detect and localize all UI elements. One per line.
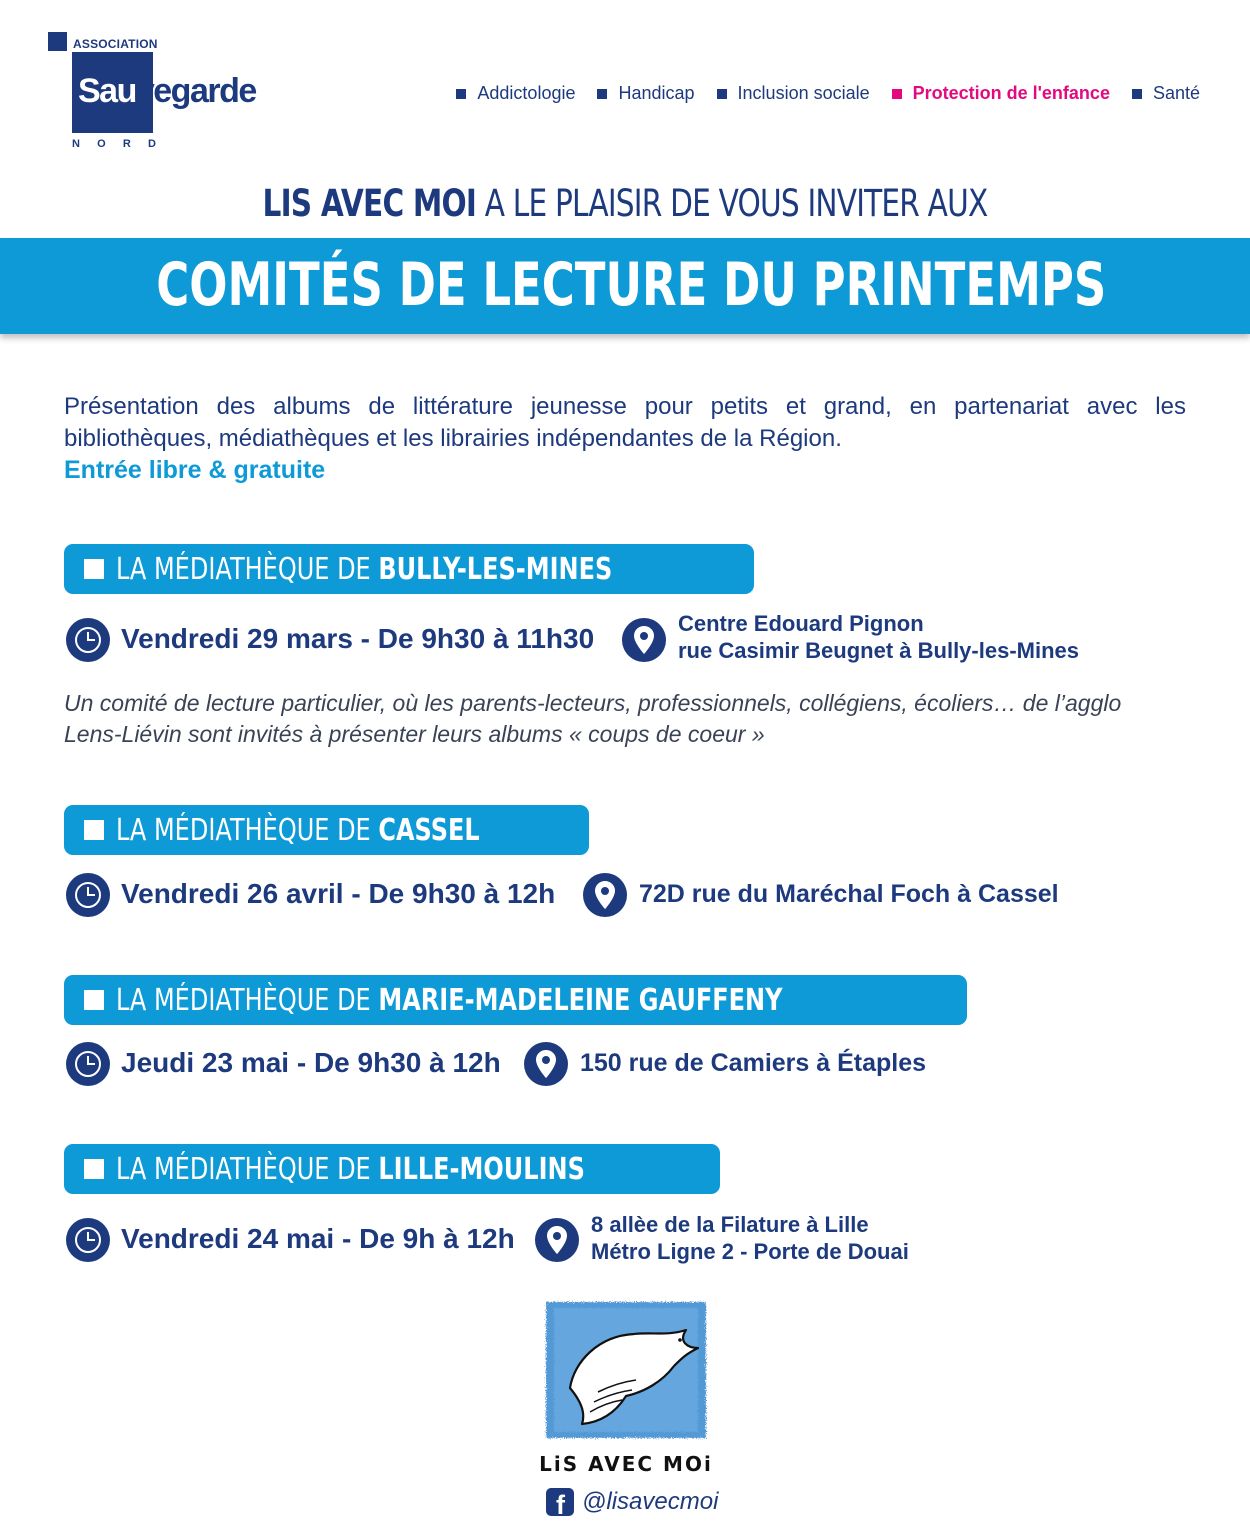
- event-description: Un comité de lecture particulier, où les parents-lecteurs, professionnels, collégiens, écoliers… de l’agglo Lens-Liévin sont invités à présenter leurs albums « coups de coeur »: [64, 690, 1122, 747]
- event-name: MARIE-MADELEINE GAUFFENY: [378, 982, 783, 1018]
- event-header-cassel: [64, 805, 589, 855]
- logo-nord-letter: R: [122, 138, 131, 150]
- nav-bullet-icon: [1132, 89, 1142, 99]
- event-address: [580, 1050, 926, 1077]
- logo-brand-first: Sau: [78, 72, 136, 110]
- banner-title: COMITÉS DE LECTURE DU PRINTEMPS: [156, 250, 1107, 320]
- logo-nord-letter: D: [148, 138, 156, 150]
- square-bullet-icon: [84, 1159, 104, 1179]
- sauvegarde-logo[interactable]: [48, 32, 288, 154]
- event-address: [678, 610, 1079, 664]
- address-line: 8 allèe de la Filature à Lille: [591, 1212, 869, 1237]
- event-address: [591, 1211, 909, 1265]
- title-banner: [0, 238, 1250, 334]
- event-name: LILLE-MOULINS: [378, 1151, 585, 1187]
- event-date: Jeudi 23 mai - De 9h30 à 12h: [121, 1047, 501, 1078]
- event-header-lille-moulins: [64, 1144, 720, 1194]
- clock-icon: [66, 1042, 110, 1086]
- nav-item-protection-enfance[interactable]: [892, 83, 1110, 104]
- logo-association-text: ASSOCIATION: [73, 37, 158, 51]
- event-prefix: LA MÉDIATHÈQUE DE: [116, 812, 379, 848]
- event-date: Vendredi 26 avril - De 9h30 à 12h: [121, 878, 556, 909]
- nav-item-label: Addictologie: [477, 83, 576, 103]
- invitation-subtitle: [125, 182, 1125, 225]
- nav-bullet-icon: [892, 89, 902, 99]
- facebook-link[interactable]: [546, 1488, 718, 1516]
- map-pin-icon: [583, 873, 627, 917]
- main-nav: [456, 83, 1200, 104]
- event-header-label: [116, 983, 782, 1018]
- logo-nord-letter: O: [97, 138, 106, 150]
- event-name: CASSEL: [378, 812, 480, 848]
- clock-icon: [66, 873, 110, 917]
- event-header-bully: [64, 544, 754, 594]
- subtitle-strong: LIS AVEC MOI: [262, 182, 477, 225]
- nav-item-sante[interactable]: [1132, 83, 1200, 104]
- event-header-gauffeny: [64, 975, 967, 1025]
- square-bullet-icon: [84, 559, 104, 579]
- event-name: BULLY-LES-MINES: [378, 551, 613, 587]
- map-pin-icon: [524, 1042, 568, 1086]
- address-line: 150 rue de Camiers à Étaples: [580, 1049, 927, 1077]
- event-date: Vendredi 24 mai - De 9h à 12h: [121, 1223, 515, 1254]
- logo-brand-rest: vegarde: [135, 72, 256, 110]
- nav-item-label: Protection de l'enfance: [912, 83, 1110, 103]
- lis-avec-moi-wordmark: LiS AVEC MOi: [539, 1452, 713, 1476]
- nav-bullet-icon: [456, 89, 466, 99]
- social-handle: @lisavecmoi: [582, 1488, 719, 1515]
- intro-free-entry: Entrée libre & gratuite: [64, 456, 326, 484]
- square-bullet-icon: [84, 820, 104, 840]
- event-prefix: LA MÉDIATHÈQUE DE: [116, 982, 379, 1018]
- nav-bullet-icon: [597, 89, 607, 99]
- event-prefix: LA MÉDIATHÈQUE DE: [116, 551, 379, 587]
- logo-nord-letter: N: [72, 138, 80, 150]
- address-line: 72D rue du Maréchal Foch à Cassel: [639, 880, 1059, 908]
- event-header-label: [116, 552, 612, 587]
- nav-item-label: Inclusion sociale: [737, 83, 870, 103]
- square-bullet-icon: [84, 990, 104, 1010]
- clock-icon: [66, 618, 110, 662]
- event-header-label: [116, 1152, 585, 1187]
- nav-bullet-icon: [717, 89, 727, 99]
- subtitle-rest: A LE PLAISIR DE VOUS INVITER AUX: [476, 182, 988, 225]
- clock-icon: [66, 1218, 110, 1262]
- facebook-icon: f: [546, 1488, 574, 1516]
- logo-brand-text: [78, 72, 256, 111]
- address-line: Métro Ligne 2 - Porte de Douai: [591, 1239, 909, 1264]
- lis-avec-moi-logo: [540, 1296, 712, 1444]
- logo-nord-text: [72, 138, 156, 150]
- nav-item-handicap[interactable]: [597, 83, 694, 104]
- nav-item-inclusion-sociale[interactable]: [717, 83, 870, 104]
- event-address: [639, 881, 1059, 908]
- nav-item-label: Santé: [1152, 83, 1200, 103]
- nav-item-addictologie[interactable]: [456, 83, 575, 104]
- event-date: Vendredi 29 mars - De 9h30 à 11h30: [121, 623, 595, 654]
- nav-item-label: Handicap: [618, 83, 695, 103]
- intro-paragraph: Présentation des albums de littérature jeunesse pour petits et grand, en partenariat avec les bibliothèques, médiathèques et les librairies indépendantes de la Région.: [64, 393, 1186, 452]
- event-header-label: [116, 813, 480, 848]
- logo-small-square: [48, 32, 67, 51]
- address-line: Centre Edouard Pignon: [678, 611, 924, 636]
- map-pin-icon: [622, 618, 666, 662]
- map-pin-icon: [535, 1218, 579, 1262]
- event-prefix: LA MÉDIATHÈQUE DE: [116, 1151, 379, 1187]
- address-line: rue Casimir Beugnet à Bully-les-Mines: [678, 638, 1079, 663]
